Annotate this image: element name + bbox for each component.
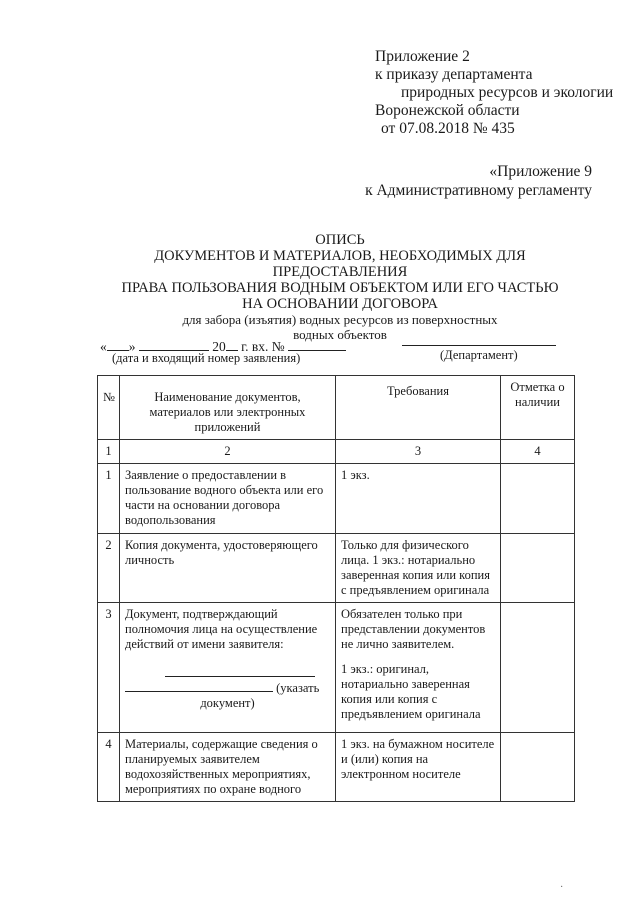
column-number: 2: [120, 440, 336, 464]
title-line: ОПИСЬ: [315, 232, 365, 248]
table-header-row: [98, 376, 575, 440]
column-number-row: [98, 440, 575, 464]
specify-label: (указать: [276, 681, 320, 695]
scan-mark: ·: [560, 882, 564, 893]
month-blank: [139, 338, 209, 351]
specify-blank-2: [125, 677, 273, 692]
row-requirements: Только для физического лица. 1 экз.: нотариально заверенная копия или копия с предъявлением оригинала: [336, 534, 501, 603]
row-requirements: 1 экз.: [336, 464, 501, 534]
table-row: [98, 534, 575, 603]
header-line: от 07.08.2018 № 435: [381, 120, 515, 137]
year-prefix: 20: [212, 339, 226, 354]
quote-close: »: [128, 339, 136, 354]
header-cell: Требования: [336, 376, 501, 440]
row-number: 4: [98, 733, 120, 802]
header-cell: №: [98, 376, 120, 440]
order-reference: [375, 48, 613, 138]
title-line: НА ОСНОВАНИИ ДОГОВОРА: [242, 296, 438, 312]
title-line: ДОКУМЕНТОВ И МАТЕРИАЛОВ, НЕОБХОДИМЫХ ДЛЯ ПРЕДОСТАВЛЕНИЯ: [154, 248, 526, 280]
documents-table: [97, 375, 575, 802]
row-presence-mark: [501, 534, 575, 603]
row-document-name: Материалы, содержащие сведения о планируемых заявителем водохозяйственных мероприятиях, мероприятиях по охране водного: [120, 733, 336, 802]
incoming-number-blank: [288, 338, 346, 351]
header-cell: Отметка о наличии: [501, 376, 575, 440]
document-title: [90, 232, 590, 342]
title-subline: водных объектов: [293, 327, 387, 342]
specify-blank-1: [165, 662, 315, 677]
column-number: 3: [336, 440, 501, 464]
column-number: 1: [98, 440, 120, 464]
incoming-number-label: г. вх. №: [241, 339, 285, 354]
row-presence-mark: [501, 603, 575, 733]
year-blank: [226, 338, 238, 351]
row-number: 1: [98, 464, 120, 534]
title-subline: для забора (изъятия) водных ресурсов из поверхностных: [182, 312, 498, 327]
header-line: Воронежской области: [375, 102, 520, 119]
title-line: ПРАВА ПОЛЬЗОВАНИЯ ВОДНЫМ ОБЪЕКТОМ ИЛИ ЕГО ЧАСТЬЮ: [121, 280, 559, 296]
row-document-name: Заявление о предоставлении в пользование водного объекта или его части на основании договора водопользования: [120, 464, 336, 534]
row-requirements: Обязателен только при представлении документов не лично заявителем.: [341, 607, 486, 651]
row-document-name: Документ, подтверждающий полномочия лица на осуществление действий от имени заявителя:: [125, 607, 318, 651]
header-line: Приложение 2: [375, 48, 470, 65]
appendix-reference: [330, 162, 592, 200]
appendix-line: к Административному регламенту: [365, 182, 592, 199]
header-cell: Наименование документов, материалов или электронных приложений: [120, 376, 336, 440]
row-document-name-cell: [120, 603, 336, 733]
appendix-line: «Приложение 9: [489, 163, 592, 180]
quote-open: «: [100, 339, 107, 354]
table-row: [98, 464, 575, 534]
specify-line: [125, 677, 330, 696]
row-number: 2: [98, 534, 120, 603]
row-number: 3: [98, 603, 120, 733]
row-presence-mark: [501, 464, 575, 534]
department-caption: (Департамент): [440, 348, 518, 362]
row-requirements-cell: [336, 603, 501, 733]
specify-label-tail: документ): [200, 696, 255, 710]
row-presence-mark: [501, 733, 575, 802]
header-line: к приказу департамента: [375, 66, 533, 83]
header-line: природных ресурсов и экологии: [401, 84, 614, 101]
column-number: 4: [501, 440, 575, 464]
row-document-name: Копия документа, удостоверяющего личность: [120, 534, 336, 603]
department-blank: [402, 345, 556, 346]
request-caption: (дата и входящий номер заявления): [112, 351, 301, 365]
day-blank: [107, 338, 129, 351]
table-row: [98, 603, 575, 733]
row-requirements: 1 экз. на бумажном носителе и (или) копия на электронном носителе: [336, 733, 501, 802]
row-requirements-extra: 1 экз.: оригинал, нотариально заверенная копия или копия с предъявлением оригинала: [341, 662, 481, 721]
table-row: [98, 733, 575, 802]
